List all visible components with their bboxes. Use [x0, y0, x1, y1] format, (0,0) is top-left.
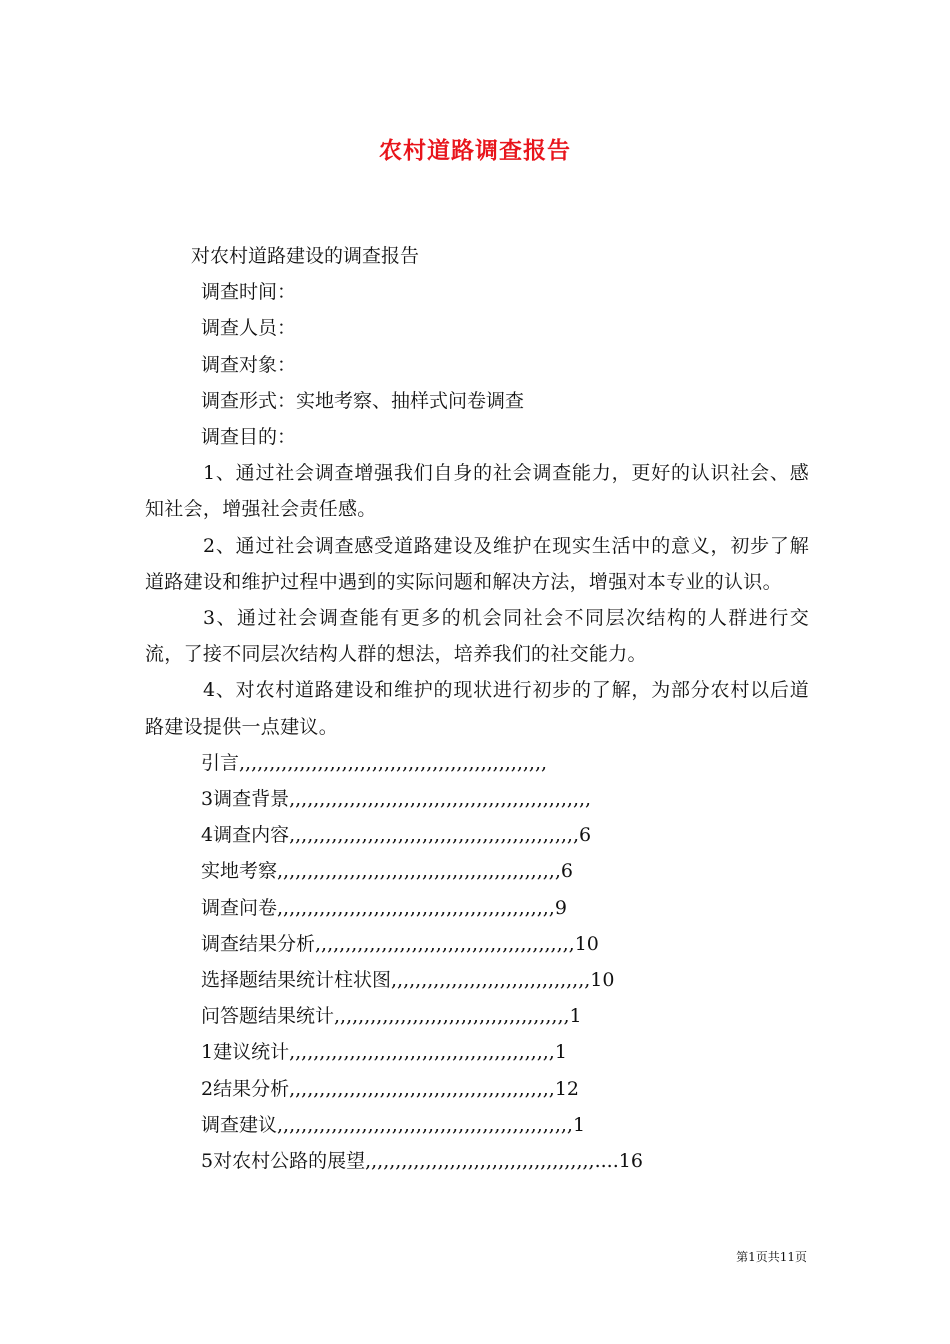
toc-entry: 调查建议,,,,,,,,,,,,,,,,,,,,,,,,,,,,,,,,,,,,,,,,,,,,,,,,,1: [201, 1113, 586, 1136]
toc-entry: 选择题结果统计柱状图,,,,,,,,,,,,,,,,,,,,,,,,,,,,,,,,,10: [201, 969, 615, 992]
toc-entry: 1建议统计,,,,,,,,,,,,,,,,,,,,,,,,,,,,,,,,,,,,,,,,,,,,1: [201, 1041, 567, 1064]
field-form: 调查形式：实地考察、抽样式问卷调查: [201, 389, 525, 412]
toc-entry: 调查结果分析,,,,,,,,,,,,,,,,,,,,,,,,,,,,,,,,,,,,,,,,,,,10: [201, 932, 599, 955]
purpose-item-2: 2、通过社会调查感受道路建设及维护在现实生活中的意义，初步了解道路建设和维护过程中遇到的实际问题和解决方法，增强对本专业的认识。: [145, 534, 809, 593]
field-purpose: 调查目的：: [201, 426, 297, 449]
field-time: 调查时间：: [201, 281, 297, 304]
toc-entry: 问答题结果统计,,,,,,,,,,,,,,,,,,,,,,,,,,,,,,,,,,,,,,,1: [201, 1005, 582, 1028]
purpose-item-3: 3、通过社会调查能有更多的机会同社会不同层次结构的人群进行交流，了接不同层次结构人群的想法，培养我们的社交能力。: [145, 607, 809, 666]
toc-entry: 实地考察,,,,,,,,,,,,,,,,,,,,,,,,,,,,,,,,,,,,,,,,,,,,,,,6: [201, 860, 573, 883]
field-object: 调查对象：: [201, 353, 297, 376]
toc-entry: 2结果分析,,,,,,,,,,,,,,,,,,,,,,,,,,,,,,,,,,,,,,,,,,,,12: [201, 1077, 580, 1100]
purpose-item-4: 4、对农村道路建设和维护的现状进行初步的了解，为部分农村以后道路建设提供一点建议。: [145, 679, 809, 738]
toc-entry: 3调查背景,,,,,,,,,,,,,,,,,,,,,,,,,,,,,,,,,,,,,,,,,,,,,,,,,,: [201, 788, 592, 811]
toc-entry: 5对农村公路的展望,,,,,,,,,,,,,,,,,,,,,,,,,,,,,,,,,,,,,,....16: [201, 1150, 643, 1173]
document-title: 农村道路调查报告: [379, 138, 571, 164]
toc-entry: 4调查内容,,,,,,,,,,,,,,,,,,,,,,,,,,,,,,,,,,,,,,,,,,,,,,,,6: [201, 824, 592, 847]
field-staff: 调查人员：: [201, 317, 297, 340]
toc-entry: 引言,,,,,,,,,,,,,,,,,,,,,,,,,,,,,,,,,,,,,,,,,,,,,,,,,,,: [201, 751, 548, 774]
page-footer: 第1页共11页: [736, 1250, 807, 1264]
purpose-item-1: 1、通过社会调查增强我们自身的社会调查能力，更好的认识社会、感知社会，增强社会责任感。: [145, 462, 809, 521]
report-subtitle: 对农村道路建设的调查报告: [191, 245, 420, 267]
document-body: [145, 238, 809, 1179]
toc-entry: 调查问卷,,,,,,,,,,,,,,,,,,,,,,,,,,,,,,,,,,,,,,,,,,,,,,9: [201, 896, 567, 919]
